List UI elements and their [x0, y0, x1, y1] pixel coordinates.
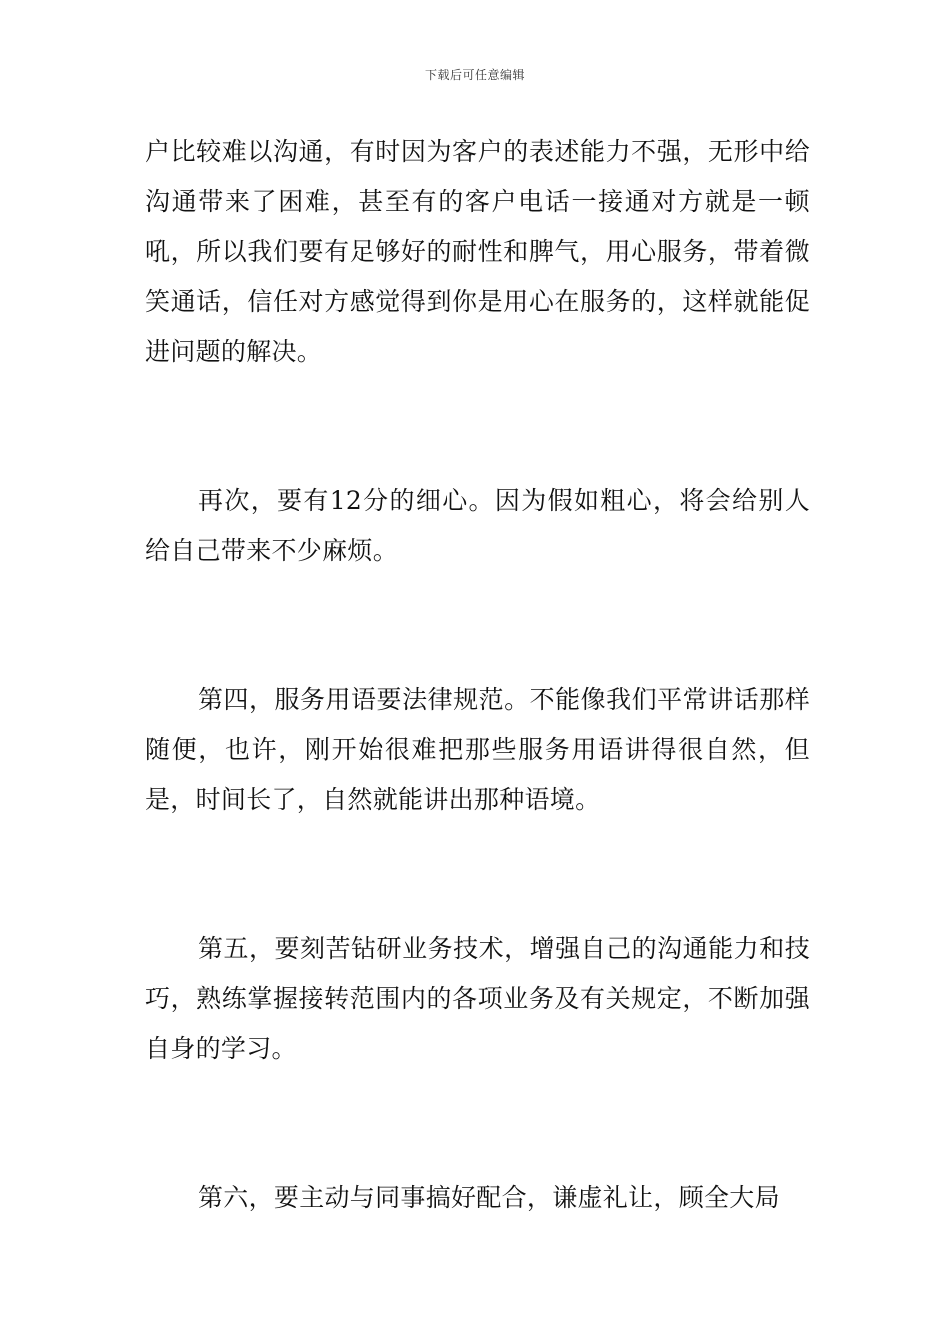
- paragraph-continuation: 户比较难以沟通，有时因为客户的表述能力不强，无形中给沟通带来了困难，甚至有的客户电话一接通对方就是一顿吼，所以我们要有足够好的耐性和脾气，用心服务，带着微笑通话，信任对方感觉得到你是用心在服务的，这样就能促进问题的解决。: [145, 137, 810, 366]
- page-header-note: 下载后可任意编辑: [424, 68, 525, 82]
- paragraph-fifth-point: 第五，要刻苦钻研业务技术，增强自己的沟通能力和技巧，熟练掌握接转范围内的各项业务及有关规定，不断加强自身的学习。: [145, 934, 810, 1063]
- document-body: [145, 127, 810, 1223]
- paragraph-third-point: 再次，要有12分的细心。因为假如粗心，将会给别人给自己带来不少麻烦。: [145, 486, 810, 565]
- paragraph-fourth-point: 第四，服务用语要法律规范。不能像我们平常讲话那样随便，也许，刚开始很难把那些服务用语讲得很自然，但是，时间长了，自然就能讲出那种语境。: [145, 685, 810, 814]
- paragraph-sixth-point: 第六，要主动与同事搞好配合，谦虚礼让，顾全大局: [198, 1183, 780, 1212]
